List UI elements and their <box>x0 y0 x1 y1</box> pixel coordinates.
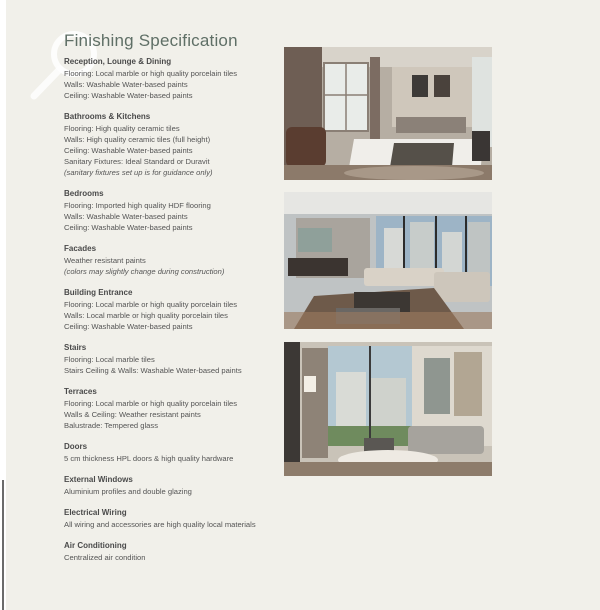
spec-section <box>64 386 279 431</box>
spec-line: Stairs Ceiling & Walls: Washable Water-based paints <box>64 366 242 375</box>
bedroom-photo <box>284 47 492 180</box>
spec-line: Flooring: Local marble or high quality porcelain tiles <box>64 399 238 408</box>
specification-list <box>64 56 279 573</box>
scrollbar-thumb[interactable] <box>2 480 4 610</box>
spec-line: Flooring: Local marble or high quality porcelain tiles <box>64 69 238 78</box>
spec-line: Centralized air condition <box>64 553 146 562</box>
spec-section <box>64 474 279 497</box>
spec-section <box>64 287 279 332</box>
spec-line: Walls: High quality ceramic tiles (full height) <box>64 135 211 144</box>
spec-heading: Terraces <box>64 387 97 396</box>
spec-line: Balustrade: Tempered glass <box>64 421 158 430</box>
spec-line: Ceiling: Washable Water-based paints <box>64 146 193 155</box>
spec-line: Flooring: Local marble tiles <box>64 355 155 364</box>
spec-line: All wiring and accessories are high quality local materials <box>64 520 256 529</box>
spec-line: Flooring: High quality ceramic tiles <box>64 124 180 133</box>
spec-line: Weather resistant paints <box>64 256 146 265</box>
spec-line: Flooring: Local marble or high quality porcelain tiles <box>64 300 238 309</box>
spec-section <box>64 342 279 376</box>
living-room-photo <box>284 192 492 329</box>
spec-line: Ceiling: Washable Water-based paints <box>64 223 193 232</box>
spec-heading: External Windows <box>64 475 133 484</box>
spec-line: Flooring: Imported high quality HDF flooring <box>64 201 211 210</box>
spec-heading: Stairs <box>64 343 87 352</box>
spec-line: 5 cm thickness HPL doors & high quality hardware <box>64 454 234 463</box>
spec-note: (sanitary fixtures set up is for guidance only) <box>64 168 213 177</box>
spec-line: Ceiling: Washable Water-based paints <box>64 91 193 100</box>
spec-heading: Bedrooms <box>64 189 104 198</box>
spec-line: Walls: Washable Water-based paints <box>64 212 188 221</box>
terrace-living-photo <box>284 342 492 476</box>
spec-section <box>64 243 279 277</box>
spec-line: Sanitary Fixtures: Ideal Standard or Duravit <box>64 157 210 166</box>
spec-line: Ceiling: Washable Water-based paints <box>64 322 193 331</box>
spec-section <box>64 188 279 233</box>
spec-section <box>64 56 279 101</box>
spec-line: Aluminium profiles and double glazing <box>64 487 192 496</box>
spec-heading: Electrical Wiring <box>64 508 127 517</box>
spec-line: Walls: Local marble or high quality porcelain tiles <box>64 311 228 320</box>
spec-section <box>64 441 279 464</box>
spec-line: Walls & Ceiling: Weather resistant paints <box>64 410 201 419</box>
spec-section <box>64 540 279 563</box>
spec-line: Walls: Washable Water-based paints <box>64 80 188 89</box>
spec-heading: Doors <box>64 442 88 451</box>
spec-section <box>64 111 279 178</box>
spec-section <box>64 507 279 530</box>
spec-heading: Air Conditioning <box>64 541 127 550</box>
spec-heading: Bathrooms & Kitchens <box>64 112 151 121</box>
spec-heading: Reception, Lounge & Dining <box>64 57 172 66</box>
page-title: Finishing Specification <box>64 31 238 50</box>
spec-heading: Facades <box>64 244 97 253</box>
spec-note: (colors may slightly change during construction) <box>64 267 225 276</box>
spec-heading: Building Entrance <box>64 288 133 297</box>
